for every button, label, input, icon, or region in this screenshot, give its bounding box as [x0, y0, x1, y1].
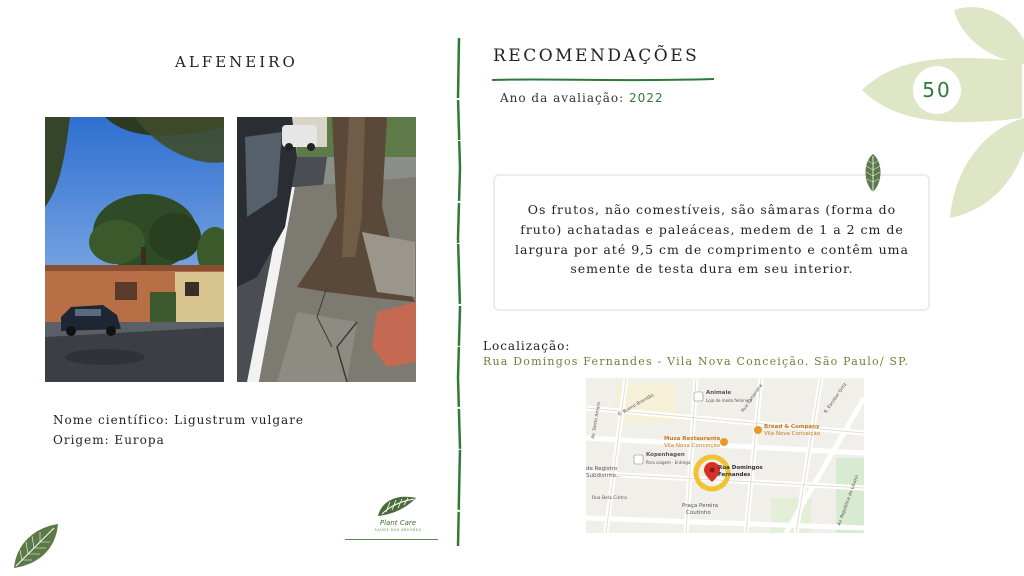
map-label-registro-sub: Subdistrito... [586, 473, 621, 479]
title-underline [492, 68, 714, 74]
origin: Origem: Europa [53, 433, 165, 447]
map-label-pin-sub: Fernandes [718, 472, 751, 478]
year-label: Ano da avaliação: [500, 91, 625, 105]
photo-tree-street [45, 117, 224, 382]
map-label-bread-sub: Vila Nova Conceição [764, 431, 821, 437]
description-text: Os frutos, não comestíveis, são sâmaras (forma do fruto) achatadas e paleáceas, medem de 1 a 2 cm de largura por até 9,5 cm de comprimento e contêm uma semente de testa dura em seu interior. [515, 202, 909, 277]
map-label-kopenhagen-sub: Para viagem · Entrega [646, 460, 691, 465]
map-label-street-santo: Av. Santo Amaro [590, 401, 603, 440]
map-label-muza-sub: Vila Nova Conceição [664, 443, 721, 449]
map-label-praca: Praça Pereira [682, 503, 719, 509]
plant-title: ALFENEIRO [175, 53, 298, 71]
leaf-icon [861, 152, 885, 194]
map-label-praca-sub: Coutinho [686, 510, 711, 516]
page-divider [455, 38, 463, 546]
location-address: Rua Domingos Fernandes - Vila Nova Conceição. São Paulo/ SP. [483, 355, 910, 368]
section-title: RECOMENDAÇÕES [493, 46, 700, 66]
map-label-street-bela: Rua Bela Cintra [592, 496, 627, 501]
map-label-street-bueno: R. Bueno Brandão [617, 393, 656, 418]
map-label-street-republica: Av. República do Líbano [837, 474, 861, 527]
map-label-pin: Rua Domingos [718, 465, 763, 471]
location-label: Localização: [483, 339, 571, 353]
map-label-street-escobar: R. Escobar Ortiz [823, 382, 849, 415]
map-label-registro: de Registro [586, 466, 618, 472]
logo-tagline: SAÚDE DAS ÁRVORES [374, 528, 422, 532]
logo-brand: Plant Care [379, 519, 417, 527]
year-value: 2022 [628, 91, 664, 105]
map-label-animale-sub: Loja de moda feminina [706, 398, 752, 403]
location-map[interactable] [586, 378, 864, 533]
map-label-bread: Bread & Company [764, 424, 820, 430]
plant-care-logo [368, 492, 438, 540]
leaf-icon [10, 520, 62, 572]
page-number: 50 [913, 66, 961, 114]
photo-tree-trunk [237, 117, 416, 382]
map-label-street-canj: Rua Canjerana [740, 383, 764, 414]
map-label-kopenhagen: Kopenhagen [646, 452, 685, 458]
evaluation-year [500, 91, 664, 105]
logo-underline [345, 539, 438, 540]
map-label-muza: Muza Restaurante [664, 436, 721, 442]
scientific-name: Nome científico: Ligustrum vulgare [53, 413, 305, 427]
map-label-animale: Animale [706, 390, 732, 396]
